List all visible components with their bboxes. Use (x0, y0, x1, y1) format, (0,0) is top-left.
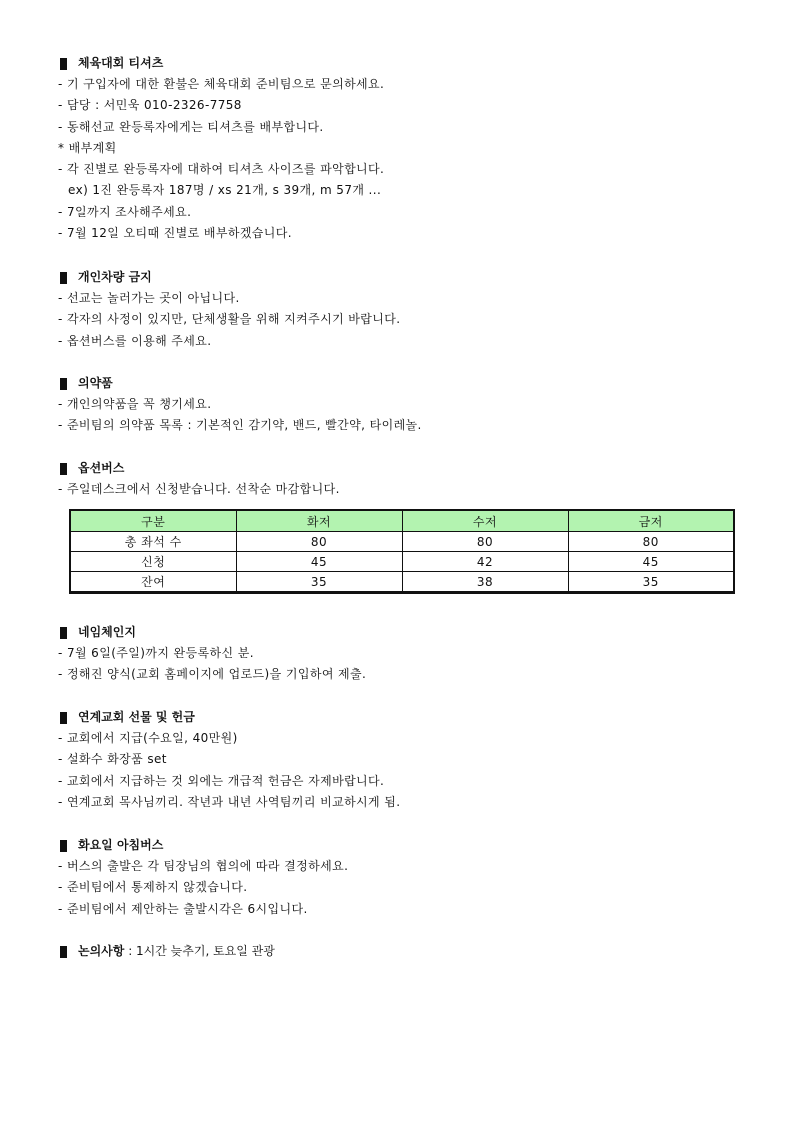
square-bullet-icon (60, 712, 67, 724)
section-name-change (58, 622, 748, 686)
table-cell: 총 좌석 수 (70, 532, 236, 552)
section-title-suffix: : 1시간 늦추기, 토요일 관광 (124, 944, 275, 958)
text-line: - 교회에서 지급(수요일, 40만원) (58, 731, 238, 745)
text-line: - 준비팀에서 통제하지 않겠습니다. (58, 880, 248, 895)
section-title: 화요일 아침버스 (78, 838, 164, 852)
text-line: * 배부계획 (58, 140, 117, 155)
square-bullet-icon (60, 627, 67, 639)
option-bus-table (69, 509, 735, 594)
table-cell: 42 (402, 552, 568, 572)
text-line: - 준비팀에서 제안하는 출발시각은 6시입니다. (58, 901, 308, 916)
text-line: - 7일까지 조사해주세요. (58, 204, 192, 219)
text-line: - 선교는 놀러가는 곳이 아닙니다. (58, 291, 240, 305)
table-row (70, 532, 734, 552)
section-heading (58, 267, 748, 288)
section-option-bus (58, 458, 748, 500)
section-tuesday-morning-bus (58, 835, 748, 920)
section-heading (58, 941, 748, 962)
section-title: 체육대회 티셔츠 (78, 56, 164, 70)
column-header: 화저 (236, 510, 402, 532)
square-bullet-icon (60, 58, 67, 70)
table-cell: 45 (568, 552, 734, 572)
text-line: - 7월 6일(주일)까지 완등록하신 분. (58, 646, 254, 660)
table-cell: 80 (402, 532, 568, 552)
section-heading (58, 707, 748, 728)
square-bullet-icon (60, 378, 67, 390)
square-bullet-icon (60, 946, 67, 958)
text-line: - 연계교회 목사님끼리. 작년과 내년 사역팀끼리 비교하시게 됨. (58, 794, 401, 809)
section-heading (58, 835, 748, 856)
text-line: - 각 진별로 완등록자에 대하여 티셔츠 사이즈를 파악합니다. (58, 162, 385, 177)
section-sports-day-tshirt (58, 53, 748, 244)
text-line: - 옵션버스를 이용해 주세요. (58, 333, 212, 348)
table-cell: 신청 (70, 552, 236, 572)
section-title: 의약품 (78, 376, 113, 390)
text-line: - 준비팀의 의약품 목록 : 기본적인 감기약, 밴드, 빨간약, 타이레놀. (58, 418, 422, 433)
section-title: 연계교회 선물 및 헌금 (78, 710, 195, 724)
table-row (70, 572, 734, 593)
table-cell: 45 (236, 552, 402, 572)
table-header-row (70, 510, 734, 532)
table-cell: 38 (402, 572, 568, 593)
section-heading (58, 53, 748, 74)
table-row (70, 552, 734, 572)
text-line: - 기 구입자에 대한 환불은 체육대회 준비팀으로 문의하세요. (58, 77, 385, 91)
text-line: - 7월 12일 오티때 진별로 배부하겠습니다. (58, 226, 293, 241)
column-header: 수저 (402, 510, 568, 532)
square-bullet-icon (60, 840, 67, 852)
square-bullet-icon (60, 272, 67, 284)
table-cell: 35 (236, 572, 402, 593)
table-cell: 80 (236, 532, 402, 552)
text-line: - 버스의 출발은 각 팀장님의 협의에 따라 결정하세요. (58, 859, 349, 873)
section-heading (58, 373, 748, 394)
column-header: 구분 (70, 510, 236, 532)
section-title: 옵션버스 (78, 461, 125, 475)
text-line: - 교회에서 지급하는 것 외에는 개급적 헌금은 자제바랍니다. (58, 773, 385, 788)
section-title: 논의사항 (78, 944, 125, 958)
section-medicine (58, 373, 748, 437)
text-line: - 설화수 화장품 set (58, 752, 167, 767)
text-line: - 담당 : 서민욱 010-2326-7758 (58, 98, 242, 113)
square-bullet-icon (60, 463, 67, 475)
table-cell: 35 (568, 572, 734, 593)
text-line: - 각자의 사정이 있지만, 단체생활을 위해 지켜주시기 바랍니다. (58, 312, 401, 327)
section-title: 개인차량 금지 (78, 270, 152, 284)
section-discussion (58, 941, 748, 962)
section-partner-church-gifts (58, 707, 748, 813)
section-title: 네임체인지 (78, 625, 136, 639)
text-line: - 동해선교 완등록자에게는 티셔츠를 배부합니다. (58, 119, 324, 134)
section-heading (58, 458, 748, 479)
section-heading (58, 622, 748, 643)
text-line: - 주일데스크에서 신청받습니다. 선착순 마감합니다. (58, 482, 340, 496)
text-line: - 개인의약품을 꼭 챙기세요. (58, 397, 212, 411)
column-header: 금저 (568, 510, 734, 532)
text-line: ex) 1진 완등록자 187명 / xs 21개, s 39개, m 57개 ... (68, 183, 382, 198)
table-cell: 80 (568, 532, 734, 552)
table-cell: 잔여 (70, 572, 236, 593)
text-line: - 정해진 양식(교회 홈페이지에 업로드)을 기입하여 제출. (58, 667, 367, 682)
section-no-private-vehicles (58, 267, 748, 352)
